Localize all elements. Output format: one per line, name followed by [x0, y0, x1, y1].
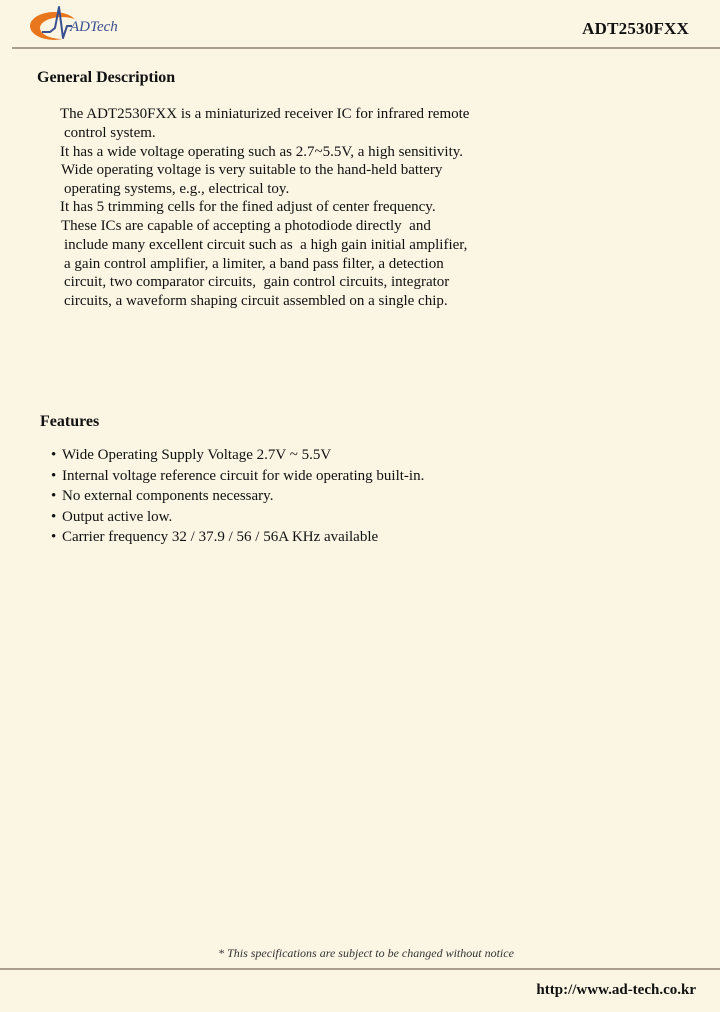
- list-item: [51, 445, 424, 466]
- description-line: operating systems, e.g., electrical toy.: [64, 181, 290, 197]
- features-heading: Features: [40, 413, 100, 430]
- document-code: ADT2530FXX: [582, 19, 689, 38]
- description-line: It has 5 trimming cells for the fined adjust of center frequency.: [60, 199, 436, 215]
- general-description-heading: General Description: [37, 69, 176, 86]
- bullet-icon: •: [51, 447, 57, 463]
- bullet-icon: •: [51, 529, 57, 545]
- logo-text: ADTech: [70, 19, 118, 35]
- list-item: [51, 527, 424, 548]
- bullet-icon: •: [51, 467, 57, 484]
- page-header: [0, 0, 720, 48]
- bullet-icon: •: [51, 488, 57, 504]
- feature-text: Internal voltage reference circuit for wide operating built-in.: [62, 467, 425, 484]
- disclaimer-note: * This specifications are subject to be changed without notice: [218, 946, 514, 960]
- description-line: Wide operating voltage is very suitable to the hand-held battery: [61, 162, 443, 178]
- adtech-logo: [26, 4, 146, 44]
- bullet-icon: •: [51, 508, 57, 525]
- feature-text: Wide Operating Supply Voltage 2.7V ~ 5.5V: [62, 447, 332, 463]
- header-divider: [12, 47, 720, 49]
- feature-text: Carrier frequency 32 / 37.9 / 56 / 56A KHz available: [62, 529, 379, 545]
- features-list: [51, 445, 424, 548]
- description-line: The ADT2530FXX is a miniaturized receiver IC for infrared remote: [60, 106, 470, 122]
- description-line: include many excellent circuit such as a high gain initial amplifier,: [64, 237, 468, 253]
- description-line: These ICs are capable of accepting a photodiode directly and: [61, 218, 431, 234]
- description-line: a gain control amplifier, a limiter, a band pass filter, a detection: [64, 256, 444, 272]
- description-line: control system.: [64, 125, 156, 141]
- description-line: circuits, a waveform shaping circuit assembled on a single chip.: [64, 293, 448, 309]
- feature-text: Output active low.: [62, 508, 173, 525]
- website-url[interactable]: http://www.ad-tech.co.kr: [536, 982, 696, 998]
- list-item: [51, 486, 424, 507]
- list-item: [51, 507, 424, 528]
- list-item: [51, 466, 424, 487]
- footer-divider: [0, 968, 720, 970]
- feature-text: No external components necessary.: [62, 488, 274, 504]
- description-line: It has a wide voltage operating such as 2.7~5.5V, a high sensitivity.: [60, 144, 464, 160]
- description-line: circuit, two comparator circuits, gain control circuits, integrator: [64, 274, 450, 290]
